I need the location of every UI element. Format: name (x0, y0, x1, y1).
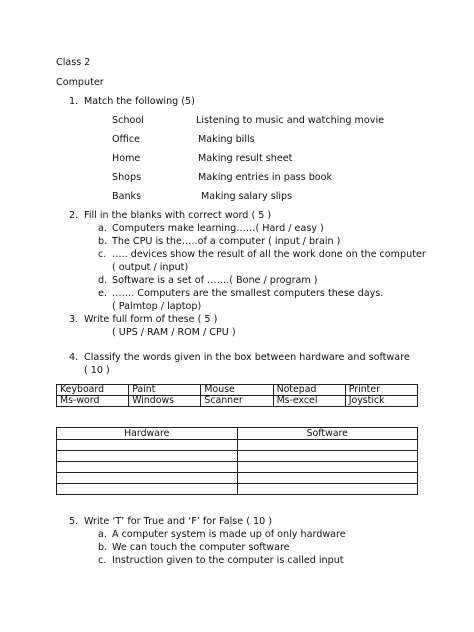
match-left-school: School (112, 115, 144, 126)
word-box (56, 384, 418, 407)
software-answer-cell (237, 462, 418, 473)
answer-row (57, 440, 418, 451)
word-row (57, 385, 418, 396)
q2-title: Fill in the blanks with correct word ( 5 ) (84, 210, 272, 221)
software-header: Software (237, 428, 418, 440)
q3-title: Write full form of these ( 5 ) (84, 314, 218, 325)
match-left-banks: Banks (112, 191, 142, 202)
q2-label-b: b. (98, 236, 108, 247)
q5-number: 5. (69, 516, 79, 527)
word-cell: Notepad (273, 385, 345, 396)
word-cell: Ms-word (57, 396, 129, 407)
q1-number: 1. (69, 96, 79, 107)
q4-title: Classify the words given in the box between hardware and software (84, 352, 410, 363)
match-right-1: Listening to music and watching movie (196, 115, 385, 126)
word-cell: Ms-excel (273, 396, 345, 407)
q5-item-a: A computer system is made up of only hardware (112, 529, 346, 540)
hardware-answer-cell (57, 451, 238, 462)
match-right-2: Making bills (198, 134, 255, 145)
hardware-answer-cell (57, 462, 238, 473)
word-cell: Keyboard (57, 385, 129, 396)
match-left-office: Office (112, 134, 141, 145)
q2-item-d: Software is a set of …….( Bone / program ) (112, 275, 318, 286)
hardware-answer-cell (57, 473, 238, 484)
q2-item-b: The CPU is the…..of a computer ( input / brain ) (112, 236, 341, 247)
q2-item-c: ….. devices show the result of all the work done on the computer (112, 249, 426, 260)
match-right-5: Making salary slips (201, 191, 293, 202)
q5-item-c: Instruction given to the computer is called input (112, 555, 344, 566)
q2-item-e: ……. Computers are the smallest computers these days. (112, 288, 384, 299)
word-cell: Windows (129, 396, 201, 407)
q5-title: Write ‘T’ for True and ‘F’ for False ( 10 ) (84, 516, 272, 527)
q4-marks: ( 10 ) (84, 365, 110, 376)
q5-label-a: a. (98, 529, 107, 540)
q4-number: 4. (69, 352, 79, 363)
answer-row (57, 473, 418, 484)
software-answer-cell (237, 473, 418, 484)
answer-row (57, 451, 418, 462)
word-cell: Paint (129, 385, 201, 396)
q2-item-a: Computers make learning……( Hard / easy ) (112, 223, 324, 234)
hardware-header: Hardware (57, 428, 238, 440)
word-cell: Mouse (201, 385, 273, 396)
word-cell: Printer (345, 385, 417, 396)
q1-title: Match the following (5) (84, 96, 195, 107)
software-answer-cell (237, 451, 418, 462)
subject-label: Computer (56, 77, 104, 88)
q2-number: 2. (69, 210, 79, 221)
q5-label-c: c. (98, 555, 107, 566)
q5-item-b: We can touch the computer software (112, 542, 290, 553)
match-right-4: Making entries in pass book (198, 172, 333, 183)
word-cell: Scanner (201, 396, 273, 407)
word-row (57, 396, 418, 407)
word-cell: Joystick (345, 396, 417, 407)
match-right-3: Making result sheet (198, 153, 293, 164)
software-answer-cell (237, 440, 418, 451)
classification-table (56, 427, 418, 495)
q2-label-a: a. (98, 223, 107, 234)
q2-item-c-options: ( output / input) (112, 262, 189, 273)
answer-row (57, 462, 418, 473)
q2-item-e-options: ( Palmtop / laptop) (112, 301, 202, 312)
match-left-shops: Shops (112, 172, 142, 183)
q3-number: 3. (69, 314, 79, 325)
q3-terms: ( UPS / RAM / ROM / CPU ) (112, 327, 236, 338)
hardware-answer-cell (57, 440, 238, 451)
software-answer-cell (237, 484, 418, 495)
class-label: Class 2 (56, 57, 91, 68)
hardware-answer-cell (57, 484, 238, 495)
q2-label-c: c. (98, 249, 107, 260)
q2-label-d: d. (98, 275, 108, 286)
q5-label-b: b. (98, 542, 108, 553)
match-left-home: Home (112, 153, 141, 164)
answer-row (57, 484, 418, 495)
q2-label-e: e. (98, 288, 107, 299)
